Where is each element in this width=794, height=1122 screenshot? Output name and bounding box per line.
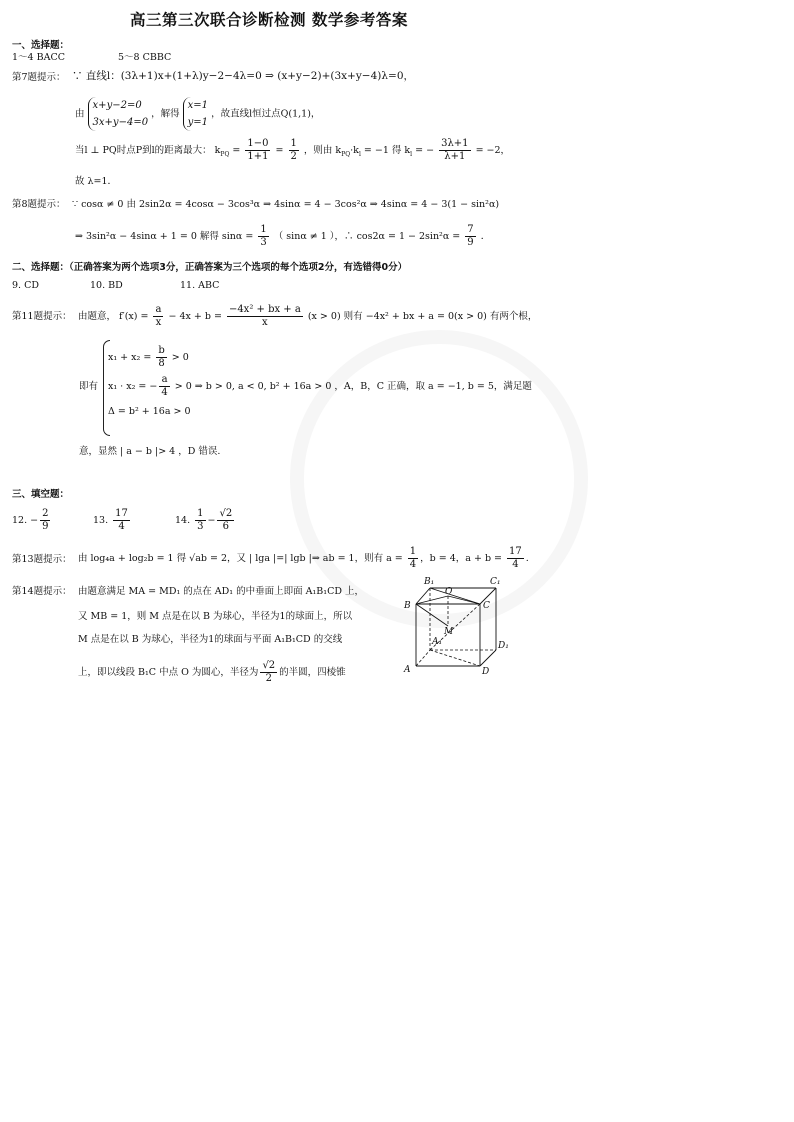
q8-label: 第8题提示： bbox=[12, 199, 66, 210]
q7-l3-e: ·k bbox=[350, 145, 359, 156]
section-heading-3: 三、填空题： bbox=[12, 489, 70, 500]
label-a: A bbox=[404, 665, 411, 675]
label-a1: A₁ bbox=[432, 637, 443, 647]
q14-line2: 又 MB = 1，则 M 点是在以 B 为球心，半径为1的球面上，所以 bbox=[78, 611, 353, 622]
label-o: O bbox=[445, 587, 453, 597]
q8-l2-a: ⇒ 3sin²α − 4sinα + 1 = 0 解得 sinα = bbox=[75, 231, 257, 242]
q7-text-you: 由 bbox=[75, 108, 85, 120]
mc-answers-1-4: 1～4 BACC bbox=[12, 52, 65, 63]
q8-l2-b: （ sinα ≠ 1 ），∴ cos2α = 1 − 2sin²α = bbox=[273, 231, 464, 242]
q7-l3-f: = −1 得 k bbox=[360, 145, 411, 156]
section-heading-2: 二、选择题：（正确答案为两个选项3分，正确答案为三个选项的每个选项2分，有选错得0分） bbox=[12, 262, 408, 273]
q11-l1-a: 由题意， f′(x) = bbox=[78, 311, 152, 322]
q11-cond-sum: x₁ + x₂ = $\frac{b}{8}$ > 0 bbox=[108, 345, 189, 369]
q8-frac-seven-ninths: $\frac{7}{9}$ bbox=[467, 224, 474, 248]
hidden-segment-a1-d bbox=[430, 650, 480, 666]
q7-l3-sub: PQ bbox=[220, 150, 230, 158]
q8-line2 bbox=[75, 224, 490, 249]
label-m: M bbox=[444, 627, 454, 637]
q11-line3: 意，显然 | a − b |> 4 ，D 错误. bbox=[79, 446, 221, 457]
q14-line3: M 点是在以 B 为球心，半径为1的球面与平面 A₁B₁CD 的交线 bbox=[78, 634, 343, 645]
q11-l1-c: (x > 0) 则有 −4x² + bx + a = 0(x > 0) 有两个根， bbox=[307, 311, 538, 322]
q11-label: 第11题提示： bbox=[12, 311, 72, 322]
q11-text-jiyou: 即有 bbox=[79, 381, 99, 392]
segment-b-m bbox=[416, 604, 448, 626]
q7-frac-lambda: $\frac{3\lambda+1}{\lambda+1}$ bbox=[441, 138, 469, 162]
label-b1: B₁ bbox=[424, 577, 435, 587]
q14-label: 第14题提示： bbox=[12, 586, 72, 597]
label-d: D bbox=[482, 667, 490, 677]
segment-b1-c bbox=[430, 588, 480, 604]
q7-label: 第7题提示： bbox=[12, 72, 66, 83]
q7-frac-half: $\frac{1}{2}$ bbox=[290, 138, 297, 162]
q14-line1: 由题意满足 MA = MD₁ 的点在 AD₁ 的中垂面上即面 A₁B₁CD 上， bbox=[78, 586, 364, 597]
label-b: B bbox=[404, 601, 411, 611]
q7-l3-h: = −2， bbox=[475, 145, 511, 156]
q7-solution bbox=[183, 97, 208, 131]
q7-l3-b: = bbox=[229, 145, 244, 156]
q7-solution-y: y=1 bbox=[187, 117, 209, 128]
q8-frac-third: $\frac{1}{3}$ bbox=[260, 224, 267, 248]
label-d1: D₁ bbox=[498, 641, 509, 651]
q7-text-solve: ，解得 bbox=[151, 108, 180, 120]
answer-q11: 11. ABC bbox=[180, 280, 220, 291]
q7-l3-a: 当l ⊥ PQ时点P到l的距离最大： k bbox=[75, 145, 221, 156]
mc-answers-5-8: 5～8 CBBC bbox=[118, 52, 172, 63]
q13-line: 由 log₄a + log₂b = 1 得 √ab = 2，又 | lga |=| lgb |⇒ ab = 1，则有 a = $\frac{1}{4}$ ，b = 4，a + b = $\frac{17}{4}$ . bbox=[78, 546, 529, 570]
label-c: C bbox=[483, 601, 490, 611]
segment-b-o bbox=[416, 596, 448, 604]
q7-l3-d: ，则由 k bbox=[303, 145, 342, 156]
q7-line4: 故 λ=1． bbox=[75, 176, 118, 187]
q13-label: 第13题提示： bbox=[12, 554, 72, 565]
answer-q12: 12. − $\frac{2}{9}$ bbox=[12, 508, 49, 532]
q11-cond-product: x₁ · x₂ = − $\frac{a}{4}$ > 0 ⇒ b > 0, a < 0, b² + 16a > 0 ，A，B，C 正确，取 a = −1, b = 5，满足题 bbox=[108, 374, 532, 398]
q7-l3-g: = − bbox=[412, 145, 435, 156]
q7-solution-x: x=1 bbox=[187, 100, 209, 111]
q11-frac-a-x: $\frac{a}{x}$ bbox=[155, 304, 162, 328]
edge-d-d1 bbox=[480, 650, 496, 666]
answer-q14: 14. $\frac{1}{3}$ − $\frac{√2}{6}$ bbox=[175, 508, 233, 532]
cube-figure bbox=[400, 572, 520, 680]
q7-line3: 当l ⊥ PQ时点P到l的距离最大： $k_{PQ}$ = $\frac{1-0}{1+1}$ = $\frac{1}{2}$ ，则由 $k_{PQ}\cdot k_l = -1$ 得 $k_l$ = − $\frac{3\lambda+1}{\lambda+1}$ = −2， bbox=[75, 138, 511, 162]
q11-l1-b: − 4x + b = bbox=[168, 311, 225, 322]
q7-frac-slope: $\frac{1-0}{1+1}$ bbox=[247, 138, 269, 162]
section-heading-1: 一、选择题： bbox=[12, 40, 70, 51]
q7-line1: ∵ 直线l：(3λ+1)x+(1+λ)y−2−4λ=0 ⇒ (x+y−2)+(3x+y−4)λ=0， bbox=[72, 70, 414, 82]
edge-b-b1 bbox=[416, 588, 430, 604]
hidden-edge-a-a1 bbox=[416, 650, 430, 666]
q11-frac-derivative: $\frac{\text{−4x² + bx + a}}{x}$ bbox=[228, 304, 301, 328]
answer-q9: 9. CD bbox=[12, 280, 39, 291]
answer-q13: 13. $\frac{17}{4}$ bbox=[93, 508, 128, 532]
q7-line2 bbox=[75, 97, 320, 131]
q14-line4: 上，即以线段 B₁C 中点 O 为圆心，半径为 $\frac{√2}{2}$ 的半圆，四棱锥 bbox=[78, 660, 346, 684]
q8-l2-c: ． bbox=[480, 231, 491, 242]
q11-cond-discriminant: Δ = b² + 16a > 0 bbox=[108, 406, 191, 417]
label-c1: C₁ bbox=[490, 577, 501, 587]
q7-l3-c: = bbox=[275, 145, 287, 156]
answer-q10: 10. BD bbox=[90, 280, 123, 291]
q8-line1: ∵ cosα ≠ 0 由 2sin2α = 4cosα − 3cos³α ⇒ 4sinα = 4 − 3cos²α ⇒ 4sinα = 4 − 3(1 − sin²α) bbox=[72, 199, 500, 210]
q7-system bbox=[88, 97, 149, 131]
q11-line1 bbox=[78, 304, 537, 329]
q7-text-point: ，故直线l恒过点Q(1,1)， bbox=[211, 108, 321, 120]
q7-system-eq2: 3x+y−4=0 bbox=[92, 117, 149, 128]
q7-system-eq1: x+y−2=0 bbox=[92, 100, 142, 111]
page-title: 高三第三次联合诊断检测 数学参考答案 bbox=[130, 11, 408, 29]
